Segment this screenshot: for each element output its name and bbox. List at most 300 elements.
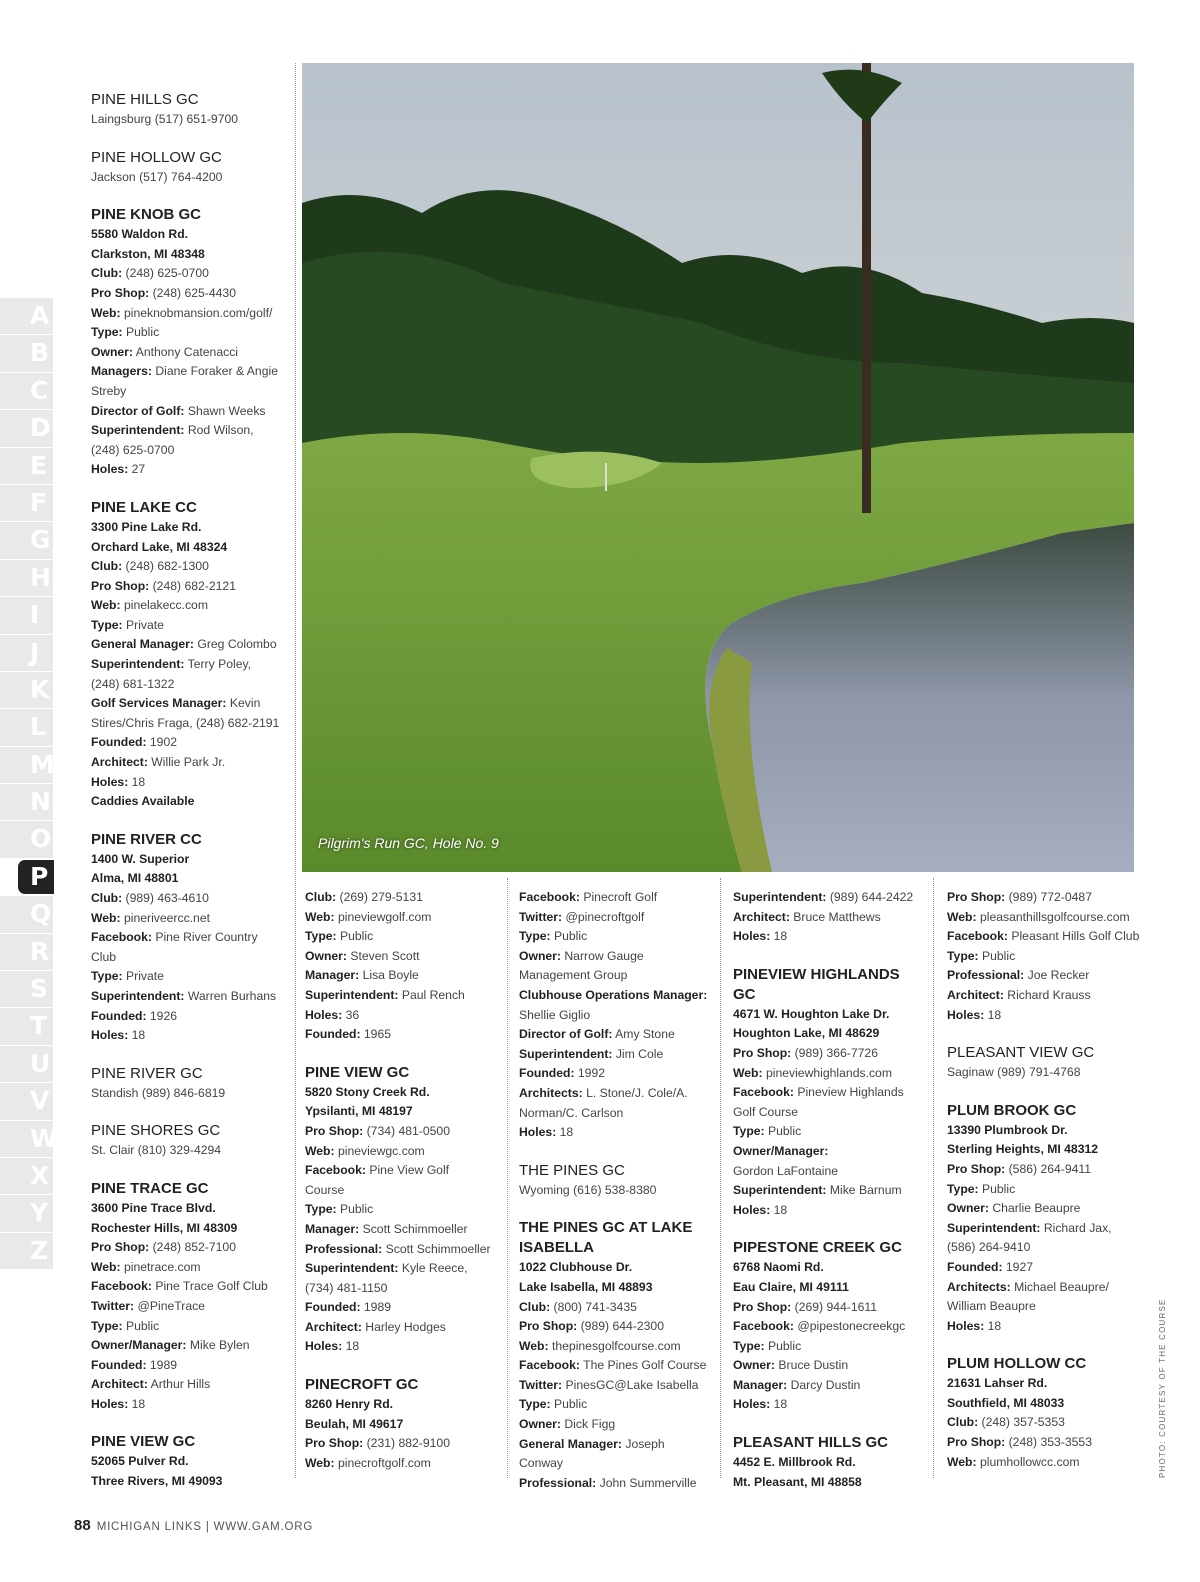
field-label: Golf Services Manager:	[91, 696, 227, 711]
field-label: Superintendent:	[519, 1046, 613, 1061]
field-label: Pro Shop:	[733, 1045, 792, 1060]
address-text: Alma, MI 48801	[91, 871, 179, 886]
field-label: Clubhouse Operations Manager:	[519, 987, 708, 1002]
directory-column-4	[733, 888, 923, 1510]
course-name: PLEASANT VIEW GC	[947, 1044, 1095, 1062]
course-detail-line	[733, 1083, 923, 1103]
course-detail-line	[519, 1258, 709, 1278]
field-value: Public	[982, 948, 1016, 963]
field-label: Owner/Manager:	[91, 1338, 187, 1353]
field-value: 18	[773, 929, 788, 944]
field-value: Pinecroft Golf	[583, 890, 658, 904]
index-tab-r[interactable]	[0, 934, 53, 971]
course-detail-line	[91, 1375, 286, 1395]
course-entry	[91, 1064, 286, 1104]
field-value: Public	[982, 1181, 1016, 1196]
course-detail-line	[305, 1240, 495, 1260]
course-detail-line	[91, 538, 286, 558]
course-detail-line	[733, 1122, 923, 1142]
index-tab-a[interactable]	[0, 298, 53, 335]
course-detail-line	[947, 1160, 1142, 1180]
course-detail-line	[91, 869, 286, 889]
course-detail-line	[91, 1452, 286, 1472]
index-letter: U	[30, 1048, 51, 1078]
index-letter: G	[30, 525, 51, 555]
course-detail-line	[91, 1472, 286, 1492]
index-tab-b[interactable]	[0, 335, 53, 372]
course-detail-line	[947, 1258, 1142, 1278]
field-value: Laingsburg (517) 651-9700	[91, 112, 239, 126]
course-detail-line	[733, 1298, 923, 1318]
field-label: Facebook:	[91, 930, 152, 945]
course-name: PINE LAKE CC	[91, 498, 197, 516]
field-value: 18	[559, 1125, 574, 1140]
field-value: (231) 882-9100	[366, 1436, 450, 1451]
course-entry	[733, 888, 923, 947]
field-label: Architect:	[733, 909, 790, 924]
course-detail-line	[305, 1259, 495, 1279]
index-letter: A	[30, 301, 50, 330]
field-value: Lisa Boyle	[362, 968, 419, 983]
field-label: Founded:	[305, 1300, 361, 1315]
field-value: plumhollowcc.com	[979, 1454, 1080, 1469]
field-label: Holes:	[91, 1028, 129, 1043]
field-value: Public	[340, 929, 374, 944]
field-value: (989) 644-2300	[580, 1319, 664, 1334]
index-tab-c[interactable]	[0, 373, 53, 410]
course-detail-line	[91, 323, 286, 343]
course-detail-line	[91, 557, 286, 577]
course-detail-line	[305, 908, 495, 928]
course-detail-line	[91, 1026, 286, 1046]
index-tab-g[interactable]	[0, 522, 53, 559]
field-label: Holes:	[947, 1007, 985, 1022]
field-label: Twitter:	[91, 1298, 135, 1313]
course-detail-line	[947, 1394, 1142, 1414]
field-value: pinecroftgolf.com	[337, 1455, 431, 1470]
field-value: (586) 264-9410	[947, 1240, 1031, 1255]
field-value: Kyle Reece,	[401, 1261, 468, 1276]
course-detail-line	[947, 888, 1142, 908]
index-tab-k[interactable]	[0, 672, 53, 709]
field-label: Pro Shop:	[947, 1161, 1006, 1176]
course-detail-line	[733, 1103, 923, 1123]
course-entry	[91, 205, 286, 480]
column-separator	[933, 878, 934, 1478]
golf-course-image	[302, 63, 1134, 872]
course-detail-line	[519, 1435, 709, 1474]
field-value: Public	[340, 1202, 374, 1217]
course-detail-line	[733, 1395, 923, 1415]
field-label: Pro Shop:	[91, 1240, 150, 1255]
field-value: (734) 481-0500	[366, 1123, 450, 1138]
course-detail-line	[305, 1298, 495, 1318]
field-label: Type:	[305, 1202, 337, 1217]
field-label: Type:	[947, 948, 979, 963]
field-value: 18	[345, 1339, 360, 1354]
course-entry	[91, 498, 286, 812]
field-value: Pleasant Hills Golf Club	[1011, 929, 1140, 944]
course-detail-line	[733, 1064, 923, 1084]
index-tab-u[interactable]	[0, 1046, 53, 1083]
course-detail-line	[91, 402, 286, 422]
index-tab-d[interactable]	[0, 410, 53, 447]
course-detail-line	[519, 1317, 709, 1337]
index-tab-x[interactable]	[0, 1158, 53, 1195]
course-detail-line	[91, 1238, 286, 1258]
index-letter: B	[30, 338, 50, 368]
index-letter: Y	[30, 1198, 49, 1228]
field-value: Pine Trace Golf Club	[155, 1279, 268, 1294]
field-value: The Pines Golf Course	[583, 1358, 707, 1373]
course-detail-line	[947, 1238, 1142, 1258]
field-label: Owner:	[947, 1201, 989, 1216]
field-value: Paul Rench	[401, 987, 465, 1002]
index-letter: S	[30, 974, 49, 1004]
field-value: (989) 772-0487	[1008, 890, 1092, 904]
index-letter: Z	[30, 1235, 49, 1265]
course-detail-line	[91, 110, 286, 130]
course-detail-line	[519, 1084, 709, 1104]
field-value: Richard Jax,	[1043, 1220, 1112, 1235]
course-entry	[733, 1238, 923, 1415]
field-value: Norman/C. Carlson	[519, 1105, 624, 1120]
course-entry	[305, 888, 495, 1045]
field-value: 18	[987, 1318, 1002, 1333]
field-value: pleasanthillsgolfcourse.com	[979, 909, 1130, 924]
field-label: Facebook:	[733, 1085, 794, 1100]
column-separator	[720, 878, 721, 1478]
field-value: Terry Poley,	[187, 657, 252, 672]
course-detail-line	[305, 1025, 495, 1045]
address-text: 8260 Henry Rd.	[305, 1397, 394, 1412]
course-detail-line	[305, 1006, 495, 1026]
field-value: 1927	[1005, 1259, 1034, 1274]
field-value: (800) 741-3435	[553, 1299, 637, 1314]
field-value: Course	[305, 1182, 345, 1197]
field-value: Public	[126, 325, 160, 340]
field-value: @pipestonecreekgc	[797, 1319, 906, 1334]
course-detail-line	[91, 1336, 286, 1356]
field-value: Public	[554, 929, 588, 944]
field-label: Founded:	[519, 1066, 575, 1081]
page-number: 88	[74, 1517, 91, 1534]
field-label: Superintendent:	[305, 987, 399, 1002]
course-entry	[947, 1101, 1142, 1337]
index-letter: X	[30, 1160, 50, 1190]
field-value: @pinecroftgolf	[565, 909, 645, 924]
course-detail-line	[519, 1356, 709, 1376]
course-name: PINE RIVER GC	[91, 1064, 203, 1082]
index-tab-p[interactable]	[0, 859, 53, 896]
course-detail-line	[91, 362, 286, 382]
course-detail-line	[91, 460, 286, 480]
field-value: Bruce Dustin	[778, 1358, 849, 1373]
index-tab-n[interactable]	[0, 784, 53, 821]
course-detail-line	[91, 284, 286, 304]
field-label: Director of Golf:	[519, 1027, 613, 1042]
photo-caption: Pilgrim's Run GC, Hole No. 9	[318, 835, 499, 851]
course-detail-line	[733, 1317, 923, 1337]
address-text: Orchard Lake, MI 48324	[91, 539, 228, 554]
field-value: Narrow Gauge	[564, 948, 644, 963]
course-detail-line	[519, 1064, 709, 1084]
course-name: THE PINES GC	[519, 1161, 625, 1179]
course-detail-line	[519, 1025, 709, 1045]
course-detail-line	[733, 1376, 923, 1396]
course-detail-line	[519, 1395, 709, 1415]
field-value: (989) 366-7726	[794, 1045, 878, 1060]
course-detail-line	[519, 888, 709, 908]
course-detail-line	[733, 1201, 923, 1221]
field-value: pineviewgolf.com	[337, 909, 432, 924]
field-value: thepinesgolfcourse.com	[551, 1338, 681, 1353]
field-label: Holes:	[733, 1202, 771, 1217]
course-detail-line	[733, 1162, 923, 1182]
course-name: PINEVIEW HIGHLANDS GC	[733, 965, 900, 1003]
course-entry	[733, 1433, 923, 1492]
field-label: Professional:	[519, 1475, 597, 1490]
index-tab-z[interactable]	[0, 1233, 53, 1270]
index-tab-y[interactable]	[0, 1195, 53, 1232]
field-label: Web:	[733, 1065, 763, 1080]
course-detail-line	[91, 694, 286, 714]
field-label: Owner/Manager:	[733, 1143, 829, 1158]
index-tab-h[interactable]	[0, 560, 53, 597]
index-tab-o[interactable]	[0, 821, 53, 858]
index-letter: E	[30, 450, 48, 480]
course-entry	[519, 1161, 709, 1201]
field-value: Mike Barnum	[829, 1183, 902, 1198]
field-value: (734) 481-1150	[305, 1280, 388, 1295]
field-label: Superintendent:	[733, 1183, 827, 1198]
index-tab-w[interactable]	[0, 1121, 58, 1158]
field-value: Jim Cole	[615, 1046, 664, 1061]
field-value: Arthur Hills	[150, 1377, 211, 1392]
course-name: PINE HOLLOW GC	[91, 148, 222, 166]
address-text: Houghton Lake, MI 48629	[733, 1026, 880, 1041]
course-detail-line	[305, 927, 495, 947]
field-label: Club:	[305, 890, 337, 904]
field-value: Standish (989) 846-6819	[91, 1085, 226, 1100]
course-detail-line	[91, 714, 286, 734]
field-label: Superintendent:	[91, 657, 185, 672]
course-name: THE PINES GC AT LAKE ISABELLA	[519, 1219, 693, 1257]
course-name: PINE HILLS GC	[91, 91, 199, 108]
field-label: Pro Shop:	[305, 1123, 364, 1138]
course-detail-line	[305, 1220, 495, 1240]
field-label: Pro Shop:	[519, 1319, 578, 1334]
index-tab-v[interactable]	[0, 1083, 53, 1120]
course-detail-line	[519, 1474, 709, 1494]
field-value: (586) 264-9411	[1008, 1161, 1092, 1176]
column-separator	[507, 878, 508, 1478]
course-entry	[733, 965, 923, 1221]
course-detail-line	[519, 1104, 709, 1124]
course-detail-line	[91, 655, 286, 675]
field-label: Architects:	[947, 1279, 1011, 1294]
course-detail-line	[91, 1141, 286, 1161]
course-detail-line	[733, 1024, 923, 1044]
course-detail-line	[91, 987, 286, 1007]
field-label: Facebook:	[305, 1163, 366, 1178]
course-detail-line	[519, 1415, 709, 1435]
course-detail-line	[947, 1180, 1142, 1200]
course-detail-line	[305, 1337, 495, 1357]
course-detail-line	[733, 1473, 923, 1493]
course-detail-line	[733, 1142, 923, 1162]
course-detail-line	[91, 343, 286, 363]
index-tab-j[interactable]	[0, 635, 53, 672]
index-letter: P	[30, 861, 49, 891]
field-label: Pro Shop:	[947, 890, 1006, 904]
index-tab-f[interactable]	[0, 485, 53, 522]
field-label: Founded:	[947, 1259, 1003, 1274]
index-tab-s[interactable]	[0, 971, 53, 1008]
course-detail-line	[733, 1181, 923, 1201]
field-value: pineviewgc.com	[337, 1143, 425, 1158]
course-detail-line	[947, 1374, 1142, 1394]
course-detail-line	[305, 1318, 495, 1338]
field-label: Facebook:	[519, 890, 580, 904]
field-value: (248) 625-4430	[152, 285, 236, 300]
course-detail-line	[733, 1337, 923, 1357]
field-value: Private	[126, 969, 164, 984]
field-label: Founded:	[305, 1027, 361, 1042]
field-value: Willie Park Jr.	[151, 755, 226, 770]
course-detail-line	[91, 304, 286, 324]
field-label: Architect:	[947, 987, 1004, 1002]
field-value: Anthony Catenacci	[135, 344, 239, 359]
course-detail-line	[91, 1356, 286, 1376]
field-value: Diane Foraker & Angie	[155, 364, 278, 379]
field-value: Kevin	[229, 696, 261, 711]
field-value: 1989	[363, 1300, 392, 1315]
index-tab-e[interactable]	[0, 448, 53, 485]
field-value: (269) 944-1611	[794, 1299, 878, 1314]
course-name: PINE VIEW GC	[91, 1433, 196, 1451]
field-label: Web:	[91, 1259, 121, 1274]
course-detail-line	[519, 1376, 709, 1396]
field-value: 36	[345, 1007, 360, 1022]
course-detail-line	[519, 966, 709, 986]
course-name: PINE RIVER CC	[91, 830, 202, 848]
field-value: Warren Burhans	[187, 988, 277, 1003]
course-entry	[947, 888, 1142, 1025]
course-detail-line	[91, 577, 286, 597]
course-detail-line	[305, 1415, 495, 1435]
course-detail-line	[947, 1006, 1142, 1026]
field-label: Type:	[91, 969, 123, 984]
field-label: Managers:	[91, 364, 152, 379]
course-detail-line	[91, 1297, 286, 1317]
course-detail-line	[305, 1395, 495, 1415]
field-value: Wyoming (616) 538-8380	[519, 1182, 657, 1197]
course-detail-line	[305, 1200, 495, 1220]
field-value: Scott Schimmoeller	[362, 1221, 468, 1236]
field-label: Holes:	[91, 462, 129, 477]
field-value: 18	[131, 1028, 146, 1043]
field-label: Architect:	[91, 755, 148, 770]
field-value: L. Stone/J. Cole/A.	[586, 1085, 688, 1100]
course-detail-line	[91, 225, 286, 245]
course-detail-line	[947, 1297, 1142, 1317]
address-text: 3600 Pine Trace Blvd.	[91, 1200, 216, 1215]
index-tab-q[interactable]	[0, 896, 53, 933]
index-letter: V	[30, 1086, 50, 1116]
course-entry	[91, 1432, 286, 1491]
field-label: Club:	[91, 266, 123, 281]
field-value: (248) 625-0700	[125, 266, 209, 281]
field-label: Type:	[947, 1181, 979, 1196]
address-text: Sterling Heights, MI 48312	[947, 1142, 1099, 1157]
course-entry	[305, 1063, 495, 1357]
course-detail-line	[91, 773, 286, 793]
field-value: pinetrace.com	[123, 1259, 201, 1274]
course-detail-line	[733, 1044, 923, 1064]
field-value: Bruce Matthews	[793, 909, 881, 924]
field-label: Manager:	[305, 1221, 360, 1236]
field-label: Holes:	[733, 929, 771, 944]
field-label: Facebook:	[91, 1279, 152, 1294]
course-detail-line	[305, 1434, 495, 1454]
course-detail-line	[91, 675, 286, 695]
course-detail-line	[91, 1258, 286, 1278]
course-detail-line	[305, 1142, 495, 1162]
course-entry	[91, 90, 286, 130]
course-detail-line	[91, 1395, 286, 1415]
address-text: 52065 Pulver Rd.	[91, 1454, 189, 1469]
field-label: Pro Shop:	[305, 1436, 364, 1451]
index-tab-t[interactable]	[0, 1008, 53, 1045]
course-detail-line	[305, 986, 495, 1006]
field-label: Professional:	[947, 968, 1025, 983]
field-label: Club:	[91, 559, 123, 574]
field-value: Pineview Highlands	[797, 1085, 904, 1100]
index-tab-i[interactable]	[0, 597, 53, 634]
course-detail-line	[91, 635, 286, 655]
index-tab-m[interactable]	[0, 747, 53, 784]
address-text: 1022 Clubhouse Dr.	[519, 1260, 633, 1275]
course-detail-line	[733, 1356, 923, 1376]
field-label: Facebook:	[733, 1319, 794, 1334]
address-text: 6768 Naomi Rd.	[733, 1260, 824, 1275]
field-label: Type:	[91, 1318, 123, 1333]
alphabet-index	[0, 298, 58, 1270]
course-detail-line	[947, 1413, 1142, 1433]
course-detail-line	[519, 927, 709, 947]
field-value: 1902	[149, 735, 178, 750]
index-letter: R	[30, 936, 50, 966]
field-value: 1926	[149, 1008, 178, 1023]
course-detail-line	[947, 1317, 1142, 1337]
field-label: Manager:	[305, 968, 360, 983]
index-letter: O	[30, 824, 52, 854]
course-detail-line	[91, 382, 286, 402]
field-value: Public	[768, 1124, 802, 1139]
course-detail-line	[947, 927, 1142, 947]
course-entry	[91, 1121, 286, 1161]
course-detail-line	[91, 733, 286, 753]
field-value: Rod Wilson,	[187, 423, 254, 438]
address-text: Ypsilanti, MI 48197	[305, 1104, 413, 1119]
course-entry	[947, 1354, 1142, 1472]
course-detail-line	[733, 888, 923, 908]
field-label: Web:	[947, 1454, 977, 1469]
course-entry	[91, 1179, 286, 1415]
field-value: Mike Bylen	[189, 1338, 250, 1353]
index-tab-l[interactable]	[0, 709, 53, 746]
